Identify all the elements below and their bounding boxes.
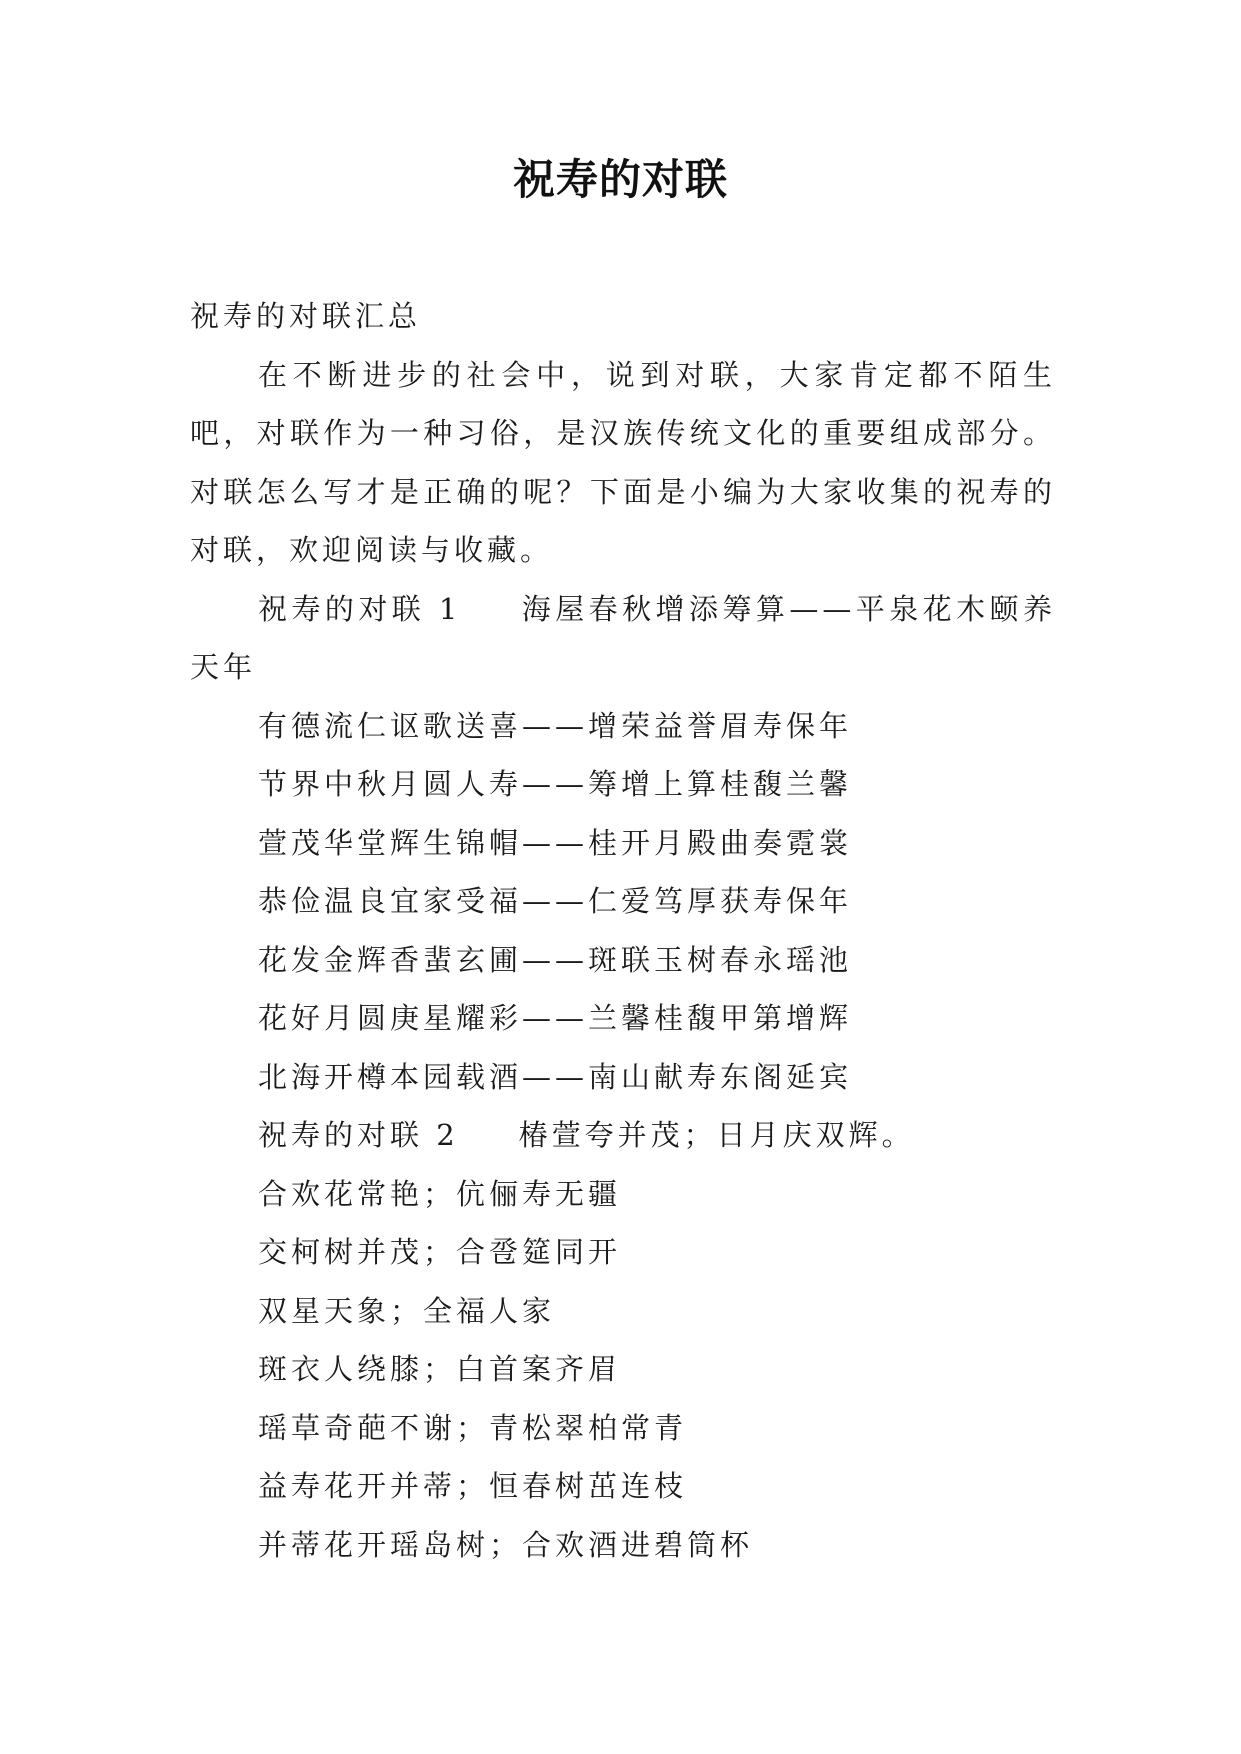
couplet-line: 恭俭温良宜家受福——仁爱笃厚获寿保年 [258,884,853,918]
subtitle: 祝寿的对联汇总 [190,299,422,333]
couplet-line: 斑衣人绕膝；白首案齐眉 [258,1352,622,1386]
section-2-first-line: 椿萱夸并茂；日月庆双辉。 [518,1118,915,1152]
document-title: 祝寿的对联 [512,155,728,204]
couplet-line: 交柯树并茂；合卺筵同开 [258,1235,622,1269]
couplet-line: 益寿花开并蒂；恒春树茁连枝 [258,1469,688,1503]
couplet-line: 有德流仁讴歌送喜——增荣益誉眉寿保年 [258,708,853,743]
couplet-line: 花好月圆庚星耀彩——兰馨桂馥甲第增辉 [258,1001,853,1035]
couplet-line: 花发金辉香蜚玄圃——斑联玉树春永瑶池 [258,942,853,977]
section-1-heading: 祝寿的对联 1 [258,591,462,626]
section-2-first-couplet [190,1106,1056,1165]
couplet-line: 北海开樽本园载酒——南山献寿东阁延宾 [258,1059,853,1094]
couplet-line: 萱茂华堂辉生锦帽——桂开月殿曲奏霓裳 [258,825,853,860]
couplet-line: 瑶草奇葩不谢；青松翠柏常青 [258,1410,688,1445]
couplet-line: 并蒂花开瑶岛树；合欢酒进碧筒杯 [258,1527,754,1562]
section-2-heading: 祝寿的对联 2 [258,1118,459,1152]
document-body [190,287,1056,1574]
couplet-line: 合欢花常艳；伉俪寿无疆 [258,1176,622,1211]
section-1-first-couplet [190,580,1056,697]
section-1-first-line: 海屋春秋增添筹算——平泉花木颐养天年 [190,591,1056,684]
intro-paragraph: 在不断进步的社会中，说到对联，大家肯定都不陌生吧，对联作为一种习俗，是汉族传统文化的重要组成部分。对联怎么写才是正确的呢？下面是小编为大家收集的祝寿的对联，欢迎阅读与收藏。 [190,357,1056,567]
couplet-line: 双星天象；全福人家 [258,1293,556,1328]
couplet-line: 节界中秋月圆人寿——筹增上算桂馥兰馨 [258,767,853,801]
